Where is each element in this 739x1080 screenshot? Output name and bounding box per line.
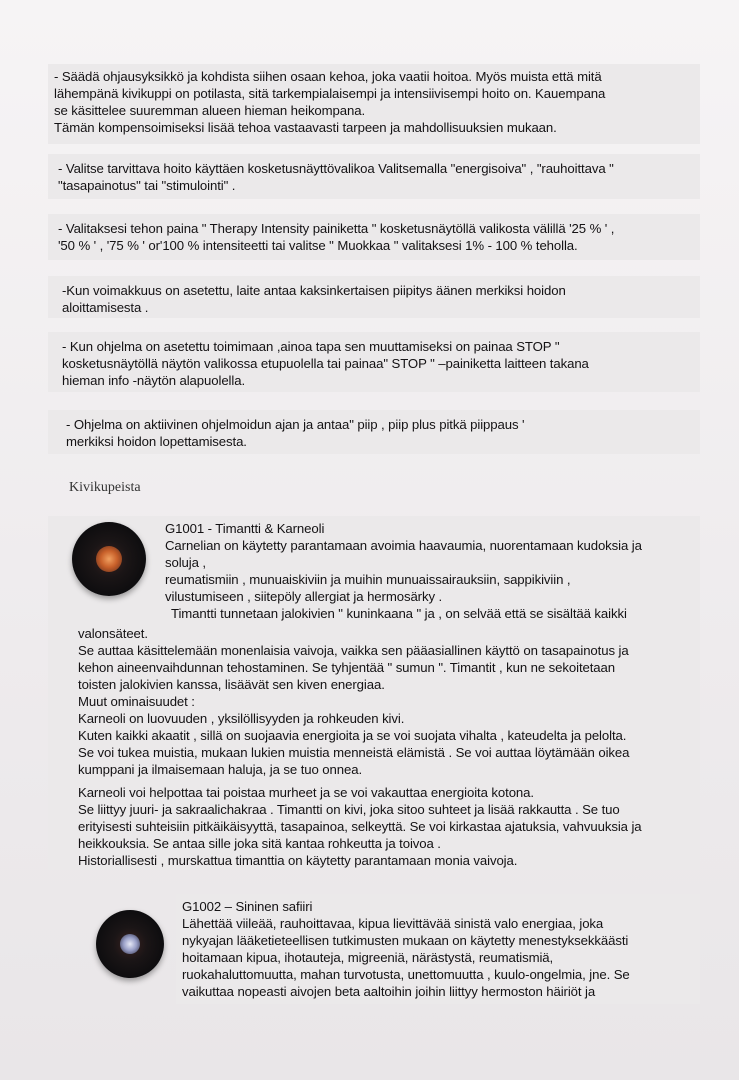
text-line: hieman info -näytön alapuolella. xyxy=(62,373,246,388)
text-line: nykyajan lääketieteellisen tutkimusten mukaan on käytetty menestyksekkäästi xyxy=(182,933,629,948)
text-line: Kuten kaikki akaatit , sillä on suojaavia energioita ja se voi suojata vihalta , kateudelta ja pelolta. xyxy=(78,728,627,743)
stone-title: G1001 - Timantti & Karneoli xyxy=(165,521,325,536)
text-line: '50 % ' , '75 % ' or'100 % intensiteetti tai valitse " Muokkaa " valitaksesi 1% - 100 % teholla. xyxy=(58,238,578,253)
text-line: Karneoli voi helpottaa tai poistaa murheet ja se voi vakauttaa energioita kotona. xyxy=(78,785,534,800)
stone-description-g1001 xyxy=(165,520,695,622)
stone-description-g1001-more xyxy=(78,784,698,869)
blue-sapphire-stone-image xyxy=(96,910,164,978)
intro-paragraph xyxy=(62,282,702,316)
text-line: kosketusnäytöllä näytön valikossa etupuolella tai painaa" STOP " –painiketta laitteen takana xyxy=(62,356,589,371)
gem-center xyxy=(120,934,140,954)
carnelian-diamond-stone-image xyxy=(72,522,146,596)
text-line: Se liittyy juuri- ja sakraalichakraa . Timantti on kivi, joka sitoo suhteet ja lisää rakkautta . Se tuo xyxy=(78,802,620,817)
text-line: Historiallisesti , murskattua timanttia on käytetty parantamaan monia vaivoja. xyxy=(78,853,518,868)
text-line: Carnelian on käytetty parantamaan avoimia haavaumia, nuorentamaan kudoksia ja xyxy=(165,538,642,553)
intro-paragraph xyxy=(66,416,706,450)
text-line: soluja , xyxy=(165,555,206,570)
text-line: merkiksi hoidon lopettamisesta. xyxy=(66,434,247,449)
intro-paragraph xyxy=(62,338,702,389)
text-line: Se voi tukea muistia, mukaan lukien muistia menneistä elämistä . Se voi auttaa löytämään oikea xyxy=(78,745,630,760)
text-line: erityisesti suhteisiin pitkäikäisyyttä, tasapainoa, selkeyttä. Se voi kirkastaa ajatuksia, vahvuuksia ja xyxy=(78,819,642,834)
intro-paragraph xyxy=(54,68,694,136)
text-line: kehon aineenvaihdunnan tehostaminen. Se tyhjentää " sumun ". Timantit , kun ne sekoitetaan xyxy=(78,660,616,675)
text-line: Timantti tunnetaan jalokivien " kuninkaana " ja , on selvää että se sisältää kaikki xyxy=(171,606,627,621)
text-line: - Ohjelma on aktiivinen ohjelmoidun ajan ja antaa" piip , piip plus pitkä piippaus ' xyxy=(66,417,525,432)
text-line: vaikuttaa nopeasti aivojen beta aaltoihin joihin liittyy hermoston häiriöt ja xyxy=(182,984,596,999)
intro-paragraph xyxy=(58,160,698,194)
text-line: - Valitaksesi tehon paina " Therapy Intensity painiketta " kosketusnäytöllä valikosta välillä '25 % ' , xyxy=(58,221,615,236)
text-line: - Kun ohjelma on asetettu toimimaan ,ainoa tapa sen muuttamiseksi on painaa STOP " xyxy=(62,339,560,354)
text-line: valonsäteet. xyxy=(78,626,148,641)
text-line: ruokahaluttomuutta, mahan turvotusta, unettomuutta , kuulo-ongelmia, jne. Se xyxy=(182,967,630,982)
text-line: hoitamaan kipua, ihotauteja, migreeniä, närästystä, reumatismiä, xyxy=(182,950,554,965)
text-line: Se auttaa käsittelemään monenlaisia vaivoja, vaikka sen pääasiallinen käyttö on tasapainotus ja xyxy=(78,643,629,658)
text-line: toisten jalokivien kanssa, lisäävät sen kiven energiaa. xyxy=(78,677,385,692)
stone-title: G1002 – Sininen safiiri xyxy=(182,899,313,914)
stone-description-g1001-cont xyxy=(78,625,698,778)
section-heading: Kivikupeista xyxy=(69,480,141,495)
gem-center xyxy=(96,546,122,572)
text-line: Lähettää viileää, rauhoittavaa, kipua lievittävää sinistä valo energiaa, joka xyxy=(182,916,604,931)
text-line: Tämän kompensoimiseksi lisää tehoa vastaavasti tarpeen ja mahdollisuuksien mukaan. xyxy=(54,120,557,135)
text-line: vilustumiseen , siitepöly allergiat ja hermosärky . xyxy=(165,589,443,604)
text-line: se käsittelee suuremman alueen hieman heikompana. xyxy=(54,103,366,118)
text-line: reumatismiin , munuaiskiviin ja muihin munuaissairauksiin, sappikiviin , xyxy=(165,572,571,587)
text-line: aloittamisesta . xyxy=(62,300,149,315)
text-line: kumppani ja ilmaisemaan haluja, ja se tuo onnea. xyxy=(78,762,363,777)
intro-paragraph xyxy=(58,220,698,254)
text-line: lähempänä kivikuppi on potilasta, sitä tarkempialaisempi ja intensiivisempi hoito on. Kauempana xyxy=(54,86,606,101)
text-line: -Kun voimakkuus on asetettu, laite antaa kaksinkertaisen piipitys äänen merkiksi hoidon xyxy=(62,283,566,298)
text-line: Karneoli on luovuuden , yksilöllisyyden ja rohkeuden kivi. xyxy=(78,711,405,726)
text-line: "tasapainotus" tai "stimulointi" . xyxy=(58,178,236,193)
text-line: Muut ominaisuudet : xyxy=(78,694,195,709)
stone-description-g1002 xyxy=(182,898,697,1000)
text-line: - Valitse tarvittava hoito käyttäen kosketusnäyttövalikoa Valitsemalla "energisoiva" , "rauhoittava " xyxy=(58,161,614,176)
text-line: - Säädä ohjausyksikkö ja kohdista siihen osaan kehoa, joka vaatii hoitoa. Myös muista että mitä xyxy=(54,69,602,84)
text-line: heikkouksia. Se antaa sille joka sitä kantaa rohkeutta ja toivoa . xyxy=(78,836,441,851)
